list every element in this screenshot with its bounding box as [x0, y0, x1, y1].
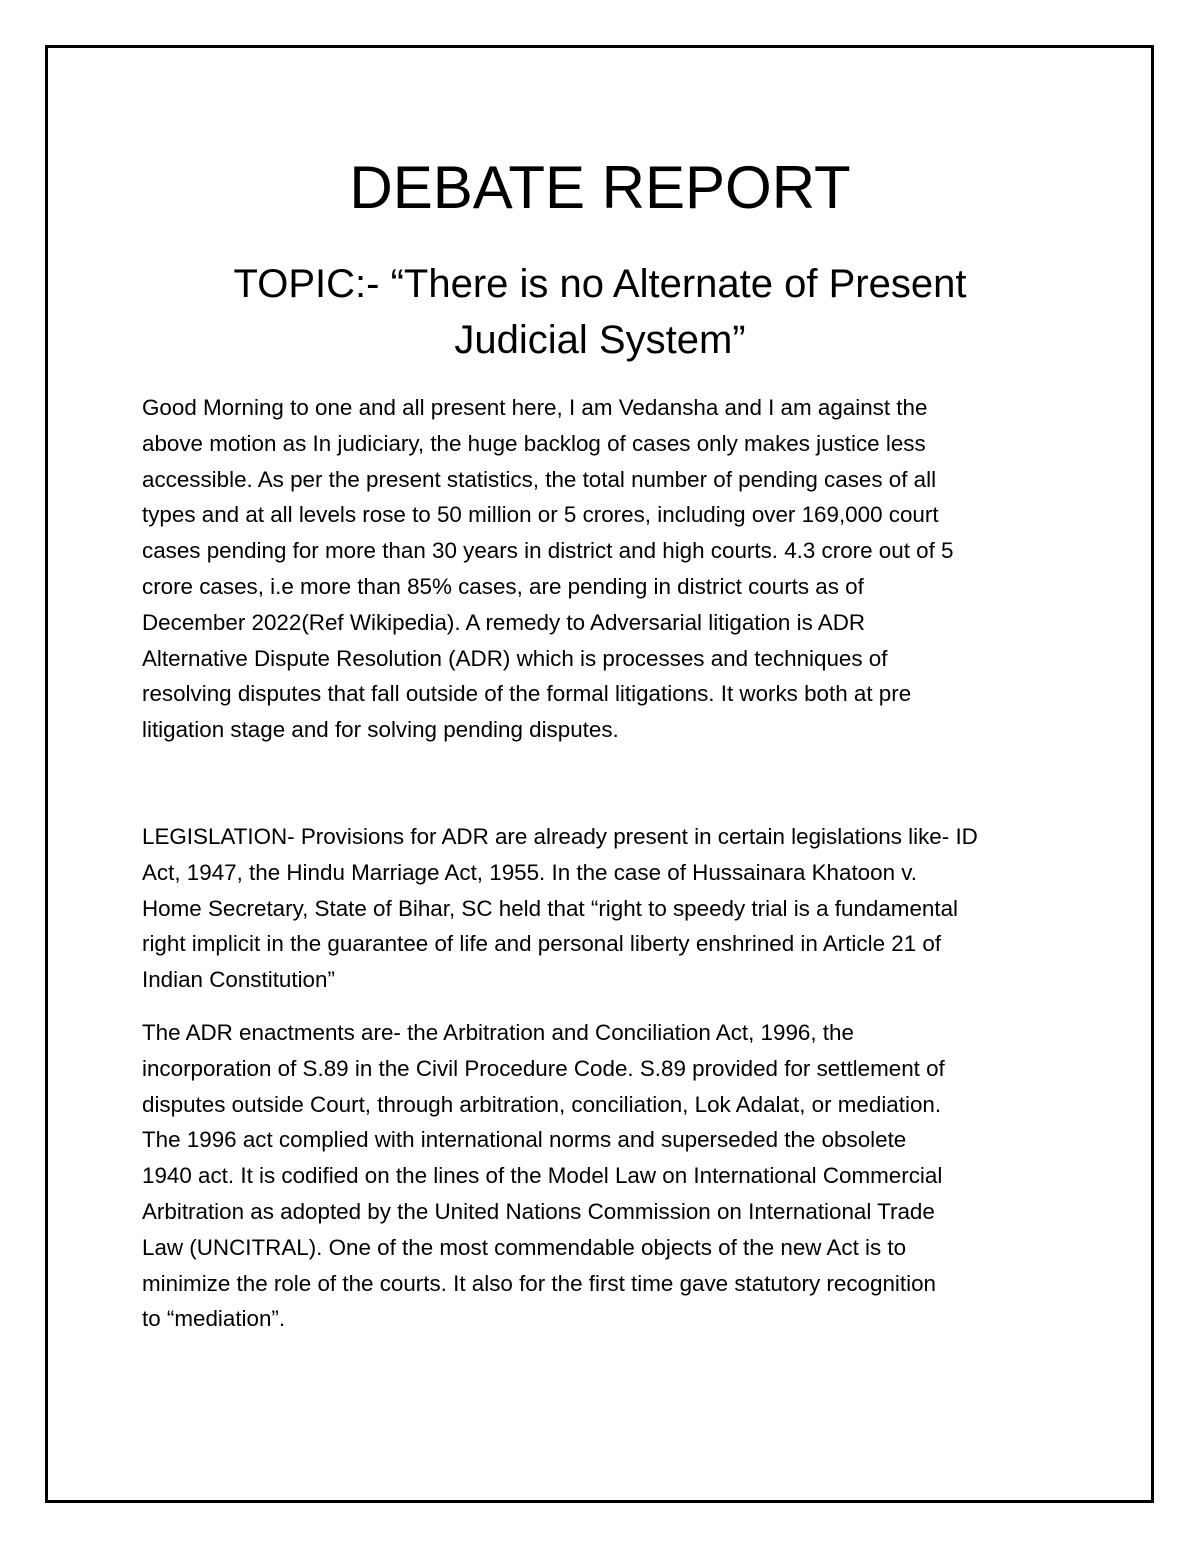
text-line: Alternative Dispute Resolution (ADR) which is processes and techniques of [142, 645, 888, 671]
text-line: minimize the role of the courts. It also for the first time gave statutory recognition [142, 1270, 936, 1296]
text-line: Arbitration as adopted by the United Nations Commission on International Trade [142, 1198, 935, 1224]
text-line: to “mediation”. [142, 1306, 286, 1332]
text-line: disputes outside Court, through arbitration, conciliation, Lok Adalat, or mediation. [142, 1091, 942, 1117]
text-line: Act, 1947, the Hindu Marriage Act, 1955. In the case of Hussainara Khatoon v. [142, 859, 918, 885]
text-line: 1940 act. It is codified on the lines of the Model Law on International Commercial [142, 1163, 943, 1189]
adr-enactments-paragraph [142, 1015, 1072, 1337]
text-line: crore cases, i.e more than 85% cases, are pending in district courts as of [142, 573, 864, 599]
text-line: types and at all levels rose to 50 million or 5 crores, including over 169,000 court [142, 502, 939, 528]
text-line: litigation stage and for solving pending disputes. [142, 717, 619, 743]
text-line: LEGISLATION- Provisions for ADR are already present in certain legislations like- ID [142, 824, 978, 849]
text-line: Law (UNCITRAL). One of the most commendable objects of the new Act is to [142, 1234, 907, 1260]
text-line: Indian Constitution” [142, 967, 335, 993]
text-line: resolving disputes that fall outside of the formal litigations. It works both at pre [142, 681, 912, 707]
opening-paragraph [142, 390, 1072, 748]
topic-line: TOPIC:- “There is no Alternate of Present [233, 262, 967, 306]
legislation-paragraph [142, 819, 1072, 998]
text-line: cases pending for more than 30 years in district and high courts. 4.3 crore out of 5 [142, 538, 954, 564]
text-line: right implicit in the guarantee of life and personal liberty enshrined in Article 21 of [142, 931, 942, 957]
document-title: DEBATE REPORT [349, 154, 851, 221]
text-line: above motion as In judiciary, the huge backlog of cases only makes justice less [142, 430, 926, 456]
text-line: Good Morning to one and all present here, I am Vedansha and I am against the [142, 395, 928, 420]
text-line: incorporation of S.89 in the Civil Procedure Code. S.89 provided for settlement of [142, 1055, 945, 1081]
topic-heading [140, 256, 1060, 368]
text-line: The 1996 act complied with international norms and superseded the obsolete [142, 1127, 907, 1153]
text-line: December 2022(Ref Wikipedia). A remedy to Adversarial litigation is ADR [142, 609, 866, 635]
text-line: Home Secretary, State of Bihar, SC held that “right to speedy trial is a fundamental [142, 895, 959, 921]
topic-line: Judicial System” [454, 318, 746, 362]
text-line: The ADR enactments are- the Arbitration and Conciliation Act, 1996, the [142, 1020, 854, 1045]
text-line: accessible. As per the present statistics, the total number of pending cases of all [142, 466, 937, 492]
